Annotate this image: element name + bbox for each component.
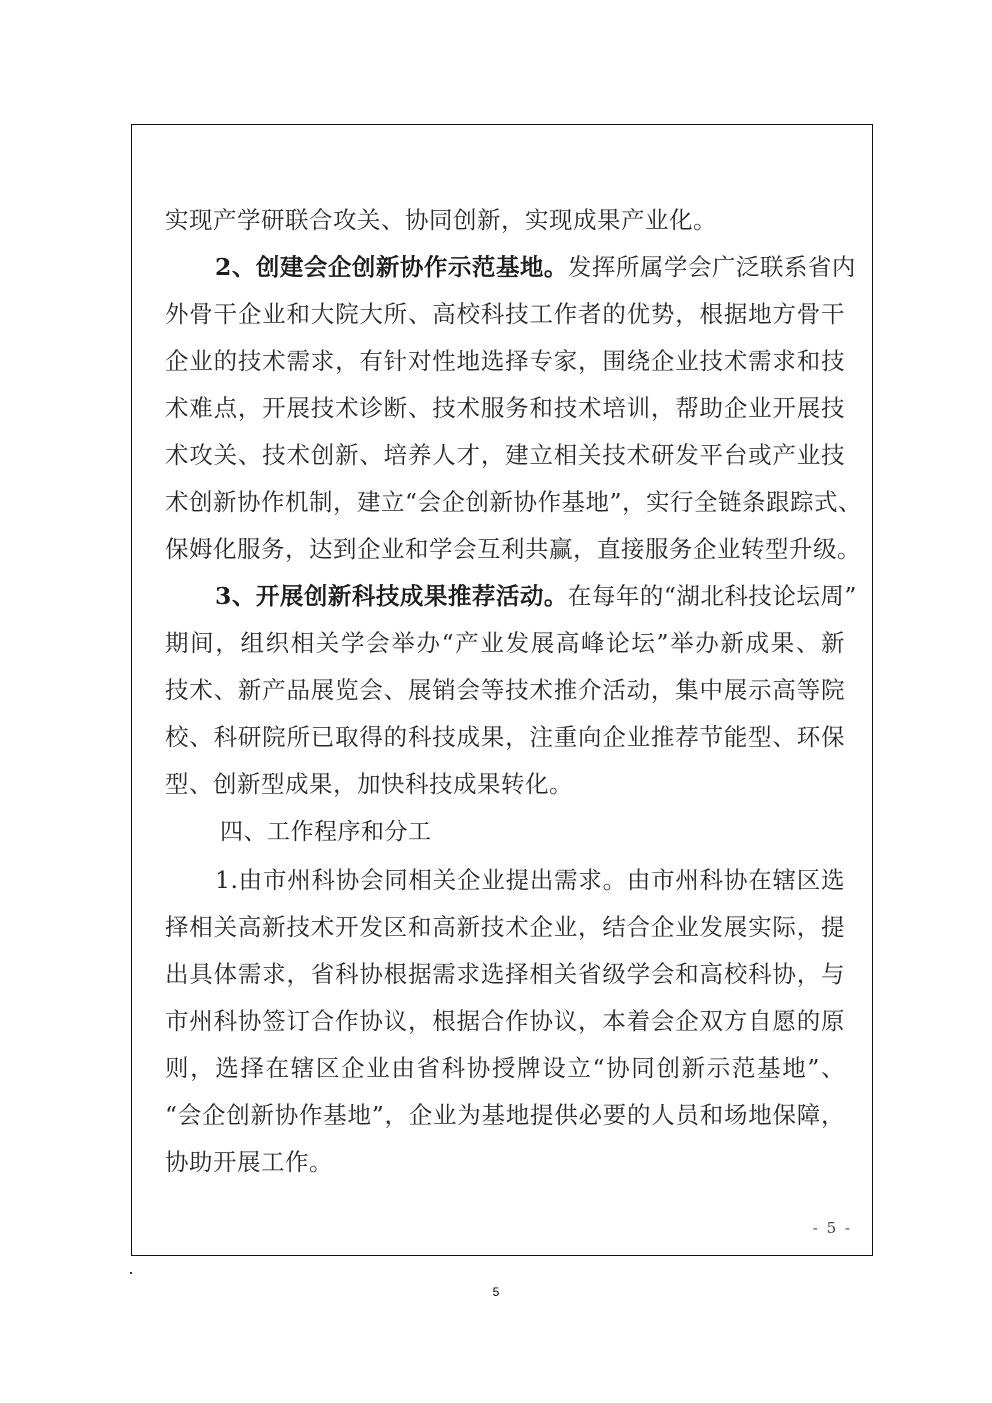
body-line: 术创新协作机制，建立“会企创新协作基地”，实行全链条跟踪式、 — [165, 488, 863, 516]
body-line: 校、科研院所已取得的科技成果，注重向企业推荐节能型、环保 — [165, 723, 845, 751]
page-number: 5 — [492, 1285, 500, 1299]
section-heading: 四、工作程序和分工 — [220, 819, 432, 845]
item-3-line — [165, 573, 857, 620]
step-1-line: 1.由市州科协会同相关企业提出需求。由市州科协在辖区选 — [215, 866, 845, 894]
body-line: 则，选择在辖区企业由省科协授牌设立“协同创新示范基地”、 — [165, 1054, 845, 1082]
body-line: 型、创新型成果，加快科技成果转化。 — [165, 770, 573, 798]
body-line: 实现产学研联合攻关、协同创新，实现成果产业化。 — [165, 206, 717, 234]
body-line: 协助开展工作。 — [165, 1148, 333, 1176]
body-line: 择相关高新技术开发区和高新技术企业，结合企业发展实际，提 — [165, 913, 845, 941]
body-line: 市州科协签订合作协议，根据合作协议，本着会企双方自愿的原 — [165, 1007, 845, 1035]
item-2-text: 发挥所属学会广泛联系省内 — [567, 253, 856, 281]
document-body — [165, 197, 863, 1186]
body-line: 出具体需求，省科协根据需求选择相关省级学会和高校科协，与 — [165, 960, 845, 988]
item-2-title: 2、创建会企创新协作示范基地。 — [215, 253, 568, 281]
body-line: 术攻关、技术创新、培养人才，建立相关技术研发平台或产业技 — [165, 441, 845, 469]
body-line: 企业的技术需求，有针对性地选择专家，围绕企业技术需求和技 — [165, 347, 845, 375]
item-3-title: 3、开展创新科技成果推荐活动。 — [215, 582, 568, 610]
body-line: 外骨干企业和大院大所、高校科技工作者的优势，根据地方骨干 — [165, 300, 845, 328]
item-3-text: 在每年的“湖北科技论坛周” — [567, 582, 857, 610]
body-line: 保姆化服务，达到企业和学会互利共赢，直接服务企业转型升级。 — [165, 535, 861, 563]
scan-page-number: - 5 - — [812, 1219, 852, 1237]
body-line: 期间，组织相关学会举办“产业发展高峰论坛”举办新成果、新 — [165, 629, 845, 657]
body-line: 术难点，开展技术诊断、技术服务和技术培训，帮助企业开展技 — [165, 394, 845, 422]
margin-mark — [130, 1272, 132, 1274]
body-line: “会企创新协作基地”，企业为基地提供必要的人员和场地保障， — [165, 1101, 845, 1129]
body-line: 技术、新产品展览会、展销会等技术推介活动，集中展示高等院 — [165, 676, 845, 704]
item-2-line — [165, 244, 856, 291]
